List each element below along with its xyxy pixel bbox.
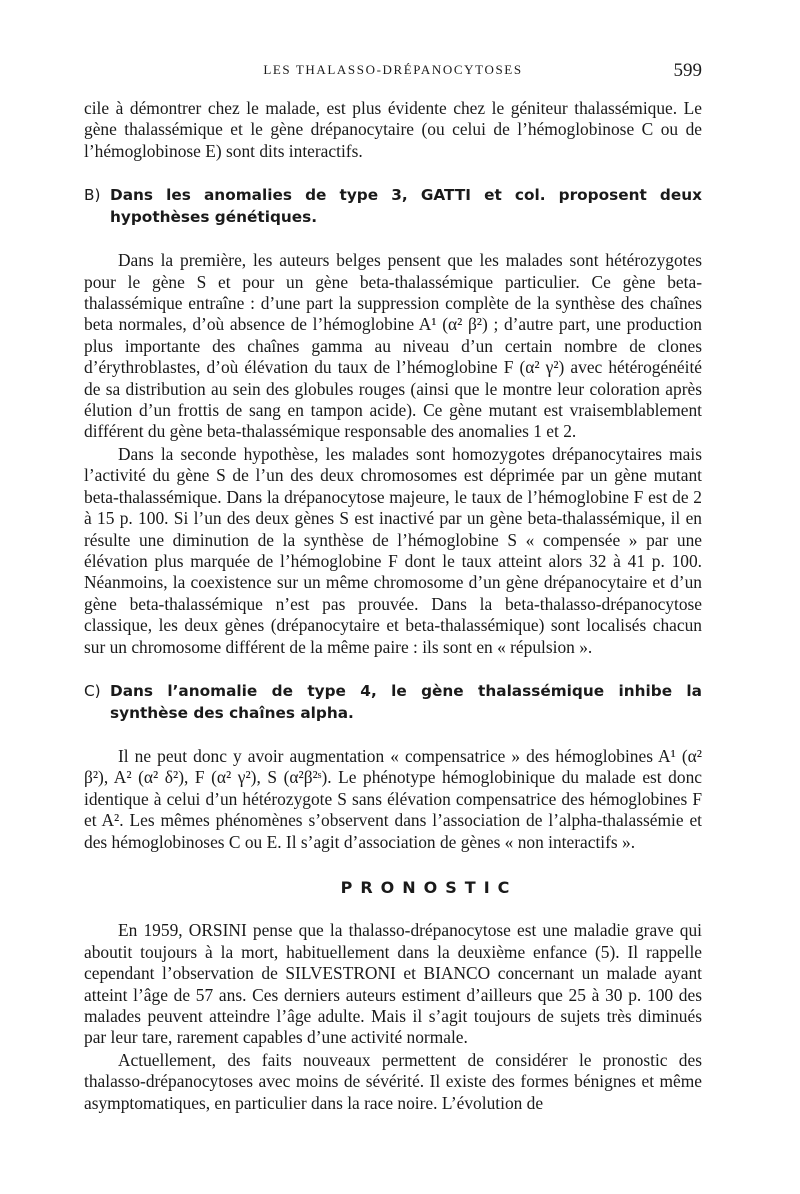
pronostic-heading: PRONOSTIC [340, 877, 518, 897]
page-body [84, 98, 702, 1114]
section-b-label: B) [84, 186, 101, 205]
section-b-heading [84, 184, 702, 228]
paragraph-second-hypothesis: Dans la seconde hypothèse, les malades sont homozygotes drépanocytaires mais l’activité du gène S de l’un des deux chromosomes est déprimée par un gène mutant beta-thalassémique. Dans la drépanocytose majeure, le taux de l’hémoglobine F est de 2 à 15 p. 100. Si l’un des deux gènes S est inactivé par un gène beta-thalassémique, il en résulte une diminution de la synthèse de l’hémoglobine S « compensée » par une élévation plus marquée de l’hémoglobine F dont le taux atteint alors 32 à 41 p. 100. Néanmoins, la coexistence sur un même chromosome d’un gène drépanocytaire et d’un gène beta-thalassémique n’est pas prouvée. Dans la beta-thalasso-drépanocytose classique, les deux gènes (drépanocytaire et beta-thalassémique) sont localisés chacun sur un chromosome différent de la même paire : ils sont en « répulsion ». [84, 443, 702, 657]
paragraph-first-hypothesis: Dans la première, les auteurs belges pensent que les malades sont hétérozygotes pour le gène S et pour un gène beta-thalassémique particulier. Ce gène beta-thalassémique entraîne : d’une part la suppression complète de la synthèse des chaînes beta normales, d’où absence de l’hémoglobine A¹ (α² β²) ; d’autre part, une production plus importante des chaînes gamma au niveau d’un certain nombre de clones d’érythroblastes, d’où élévation du taux de l’hémoglobine F (α² γ²) avec hétérogénéité de sa distribution au sein des globules rouges (ainsi que le montre leur coloration après élution d’un frottis de sang en tampon acide). Ce gène mutant est vraisemblablement différent du gène beta-thalassémique responsable des anomalies 1 et 2. [84, 250, 702, 442]
paragraph-pronostic-history: En 1959, ORSINI pense que la thalasso-drépanocytose est une maladie grave qui aboutit toujours à la mort, habituellement dans la deuxième enfance (5). Il rappelle cependant l’observation de SILVESTRONI et BIANCO concernant un malade ayant atteint l’âge de 57 ans. Ces derniers auteurs estiment d’ailleurs que 25 à 30 p. 100 des malades peuvent atteindre l’âge adulte. Mais il s’agit toujours de sujets très diminués par leur tare, rarement capables d’une activité normale. [84, 920, 702, 1048]
page-number: 599 [673, 60, 702, 81]
paragraph-pronostic-current: Actuellement, des faits nouveaux permettent de considérer le pronostic des thalasso-drépanocytoses avec moins de sévérité. Il existe des formes bénignes et même asymptomatiques, en particulier dans la race noire. L’évolution de [84, 1049, 702, 1113]
paragraph-continuation: cile à démontrer chez le malade, est plus évidente chez le géniteur thalassémique. Le gène thalassémique et le gène drépanocytaire (ou celui de l’hémoglobinose C ou de l’hémoglobinose E) sont dits interactifs. [84, 98, 702, 161]
section-c-title: Dans l’anomalie de type 4, le gène thalassémique inhibe la synthèse des chaînes alpha. [110, 681, 702, 722]
running-title: LES THALASSO-DRÉPANOCYTOSES [263, 62, 523, 77]
paragraph-type-4: Il ne peut donc y avoir augmentation « compensatrice » des hémoglobines A¹ (α² β²), A² (α² δ²), F (α² γ²), S (α²β²ˢ). Le phénotype hémoglobinique du malade est donc identique à celui d’un hétérozygote S sans élévation compensatrice des hémoglobines F et A². Les mêmes phénomènes s’observent dans l’association de l’alpha-thalassémie et des hémoglobinoses C ou E. Il s’agit d’association de gènes « non interactifs ». [84, 745, 702, 852]
section-b-title: Dans les anomalies de type 3, GATTI et col. proposent deux hypothèses génétiques. [110, 186, 702, 227]
section-c-label: C) [84, 681, 101, 700]
section-c-heading [84, 680, 702, 724]
page-header [84, 60, 702, 88]
